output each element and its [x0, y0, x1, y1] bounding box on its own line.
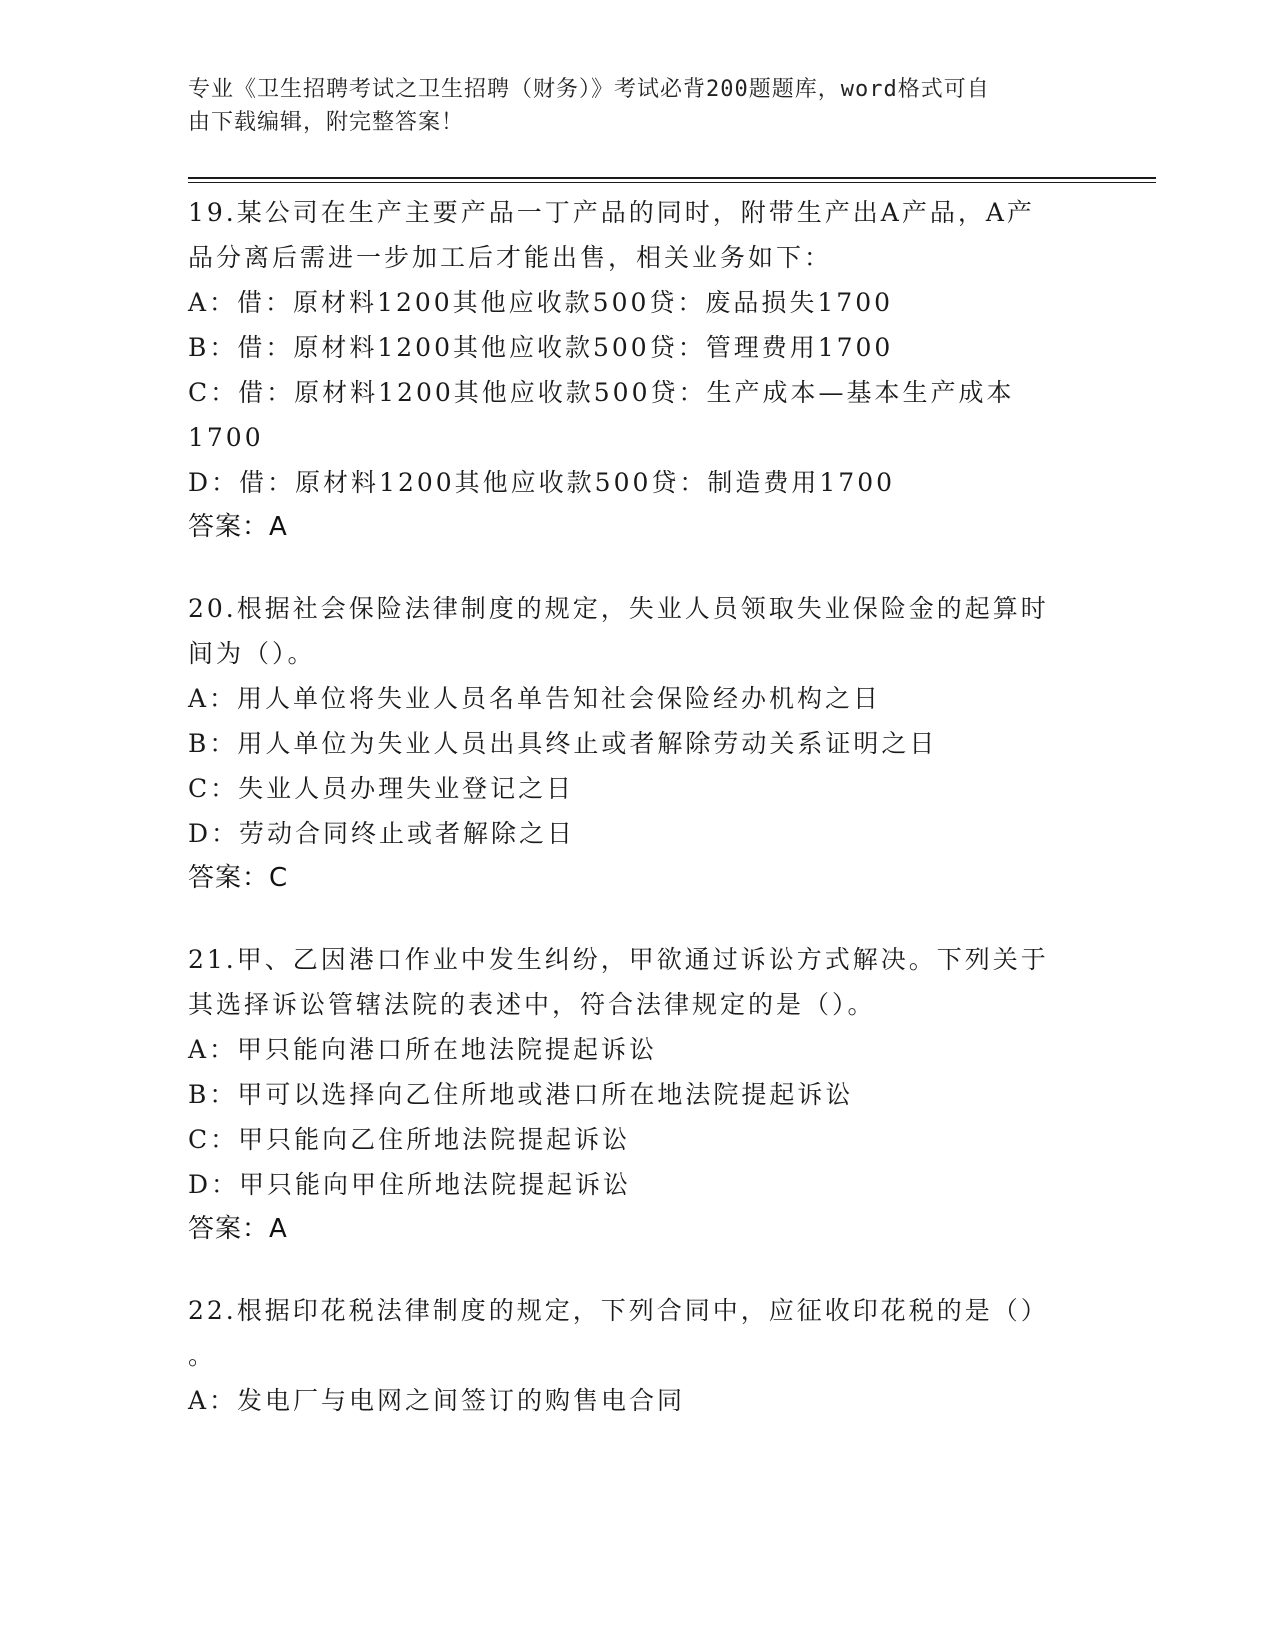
- header-divider-thick: [188, 177, 1156, 179]
- question-stem-line: 19.某公司在生产主要产品一丁产品的同时，附带生产出A产品，A产: [188, 198, 1035, 227]
- question-stem-line: 21.甲、乙因港口作业中发生纠纷，甲欲通过诉讼方式解决。下列关于: [188, 945, 1049, 974]
- option-a: A：用人单位将失业人员名单告知社会保险经办机构之日: [188, 684, 882, 713]
- answer-label: 答案：C: [188, 863, 289, 893]
- option-a: A：甲只能向港口所在地法院提起诉讼: [188, 1035, 658, 1064]
- question-21: [188, 937, 1068, 1252]
- option-c: C：甲只能向乙住所地法院提起诉讼: [188, 1125, 631, 1154]
- option-d: D：甲只能向甲住所地法院提起诉讼: [188, 1170, 632, 1199]
- question-stem-line: 其选择诉讼管辖法院的表述中，符合法律规定的是（）。: [188, 990, 876, 1019]
- option-c-continued: 1700: [188, 423, 264, 452]
- header-line-2: 由下载编辑，附完整答案！: [188, 110, 465, 135]
- question-stem-line: 。: [188, 1341, 217, 1370]
- option-d: D：劳动合同终止或者解除之日: [188, 819, 576, 848]
- question-list: [188, 190, 1068, 1459]
- question-20: [188, 586, 1068, 901]
- option-b: B：借：原材料1200其他应收款500贷：管理费用1700: [188, 333, 894, 362]
- question-stem-line: 20.根据社会保险法律制度的规定，失业人员领取失业保险金的起算时: [188, 594, 1049, 623]
- option-a: A：发电厂与电网之间签订的购售电合同: [188, 1386, 686, 1415]
- document-header: [188, 73, 1068, 139]
- question-stem-line: 品分离后需进一步加工后才能出售，相关业务如下：: [188, 243, 833, 272]
- header-divider-thin: [188, 182, 1156, 183]
- question-19: [188, 190, 1068, 550]
- answer-label: 答案：A: [188, 1214, 288, 1244]
- question-stem-line: 间为（）。: [188, 639, 316, 668]
- option-c: C：失业人员办理失业登记之日: [188, 774, 575, 803]
- answer-label: 答案：A: [188, 512, 288, 542]
- option-c: C：借：原材料1200其他应收款500贷：生产成本—基本生产成本: [188, 378, 1015, 407]
- option-d: D：借：原材料1200其他应收款500贷：制造费用1700: [188, 468, 896, 497]
- option-a: A：借：原材料1200其他应收款500贷：废品损失1700: [188, 288, 894, 317]
- option-b: B：甲可以选择向乙住所地或港口所在地法院提起诉讼: [188, 1080, 854, 1109]
- option-b: B：用人单位为失业人员出具终止或者解除劳动关系证明之日: [188, 729, 938, 758]
- header-line-1: 专业《卫生招聘考试之卫生招聘（财务）》考试必背200题题库，word格式可自: [188, 77, 990, 102]
- question-22: [188, 1288, 1068, 1423]
- question-stem-line: 22.根据印花税法律制度的规定，下列合同中，应征收印花税的是（）: [188, 1296, 1049, 1325]
